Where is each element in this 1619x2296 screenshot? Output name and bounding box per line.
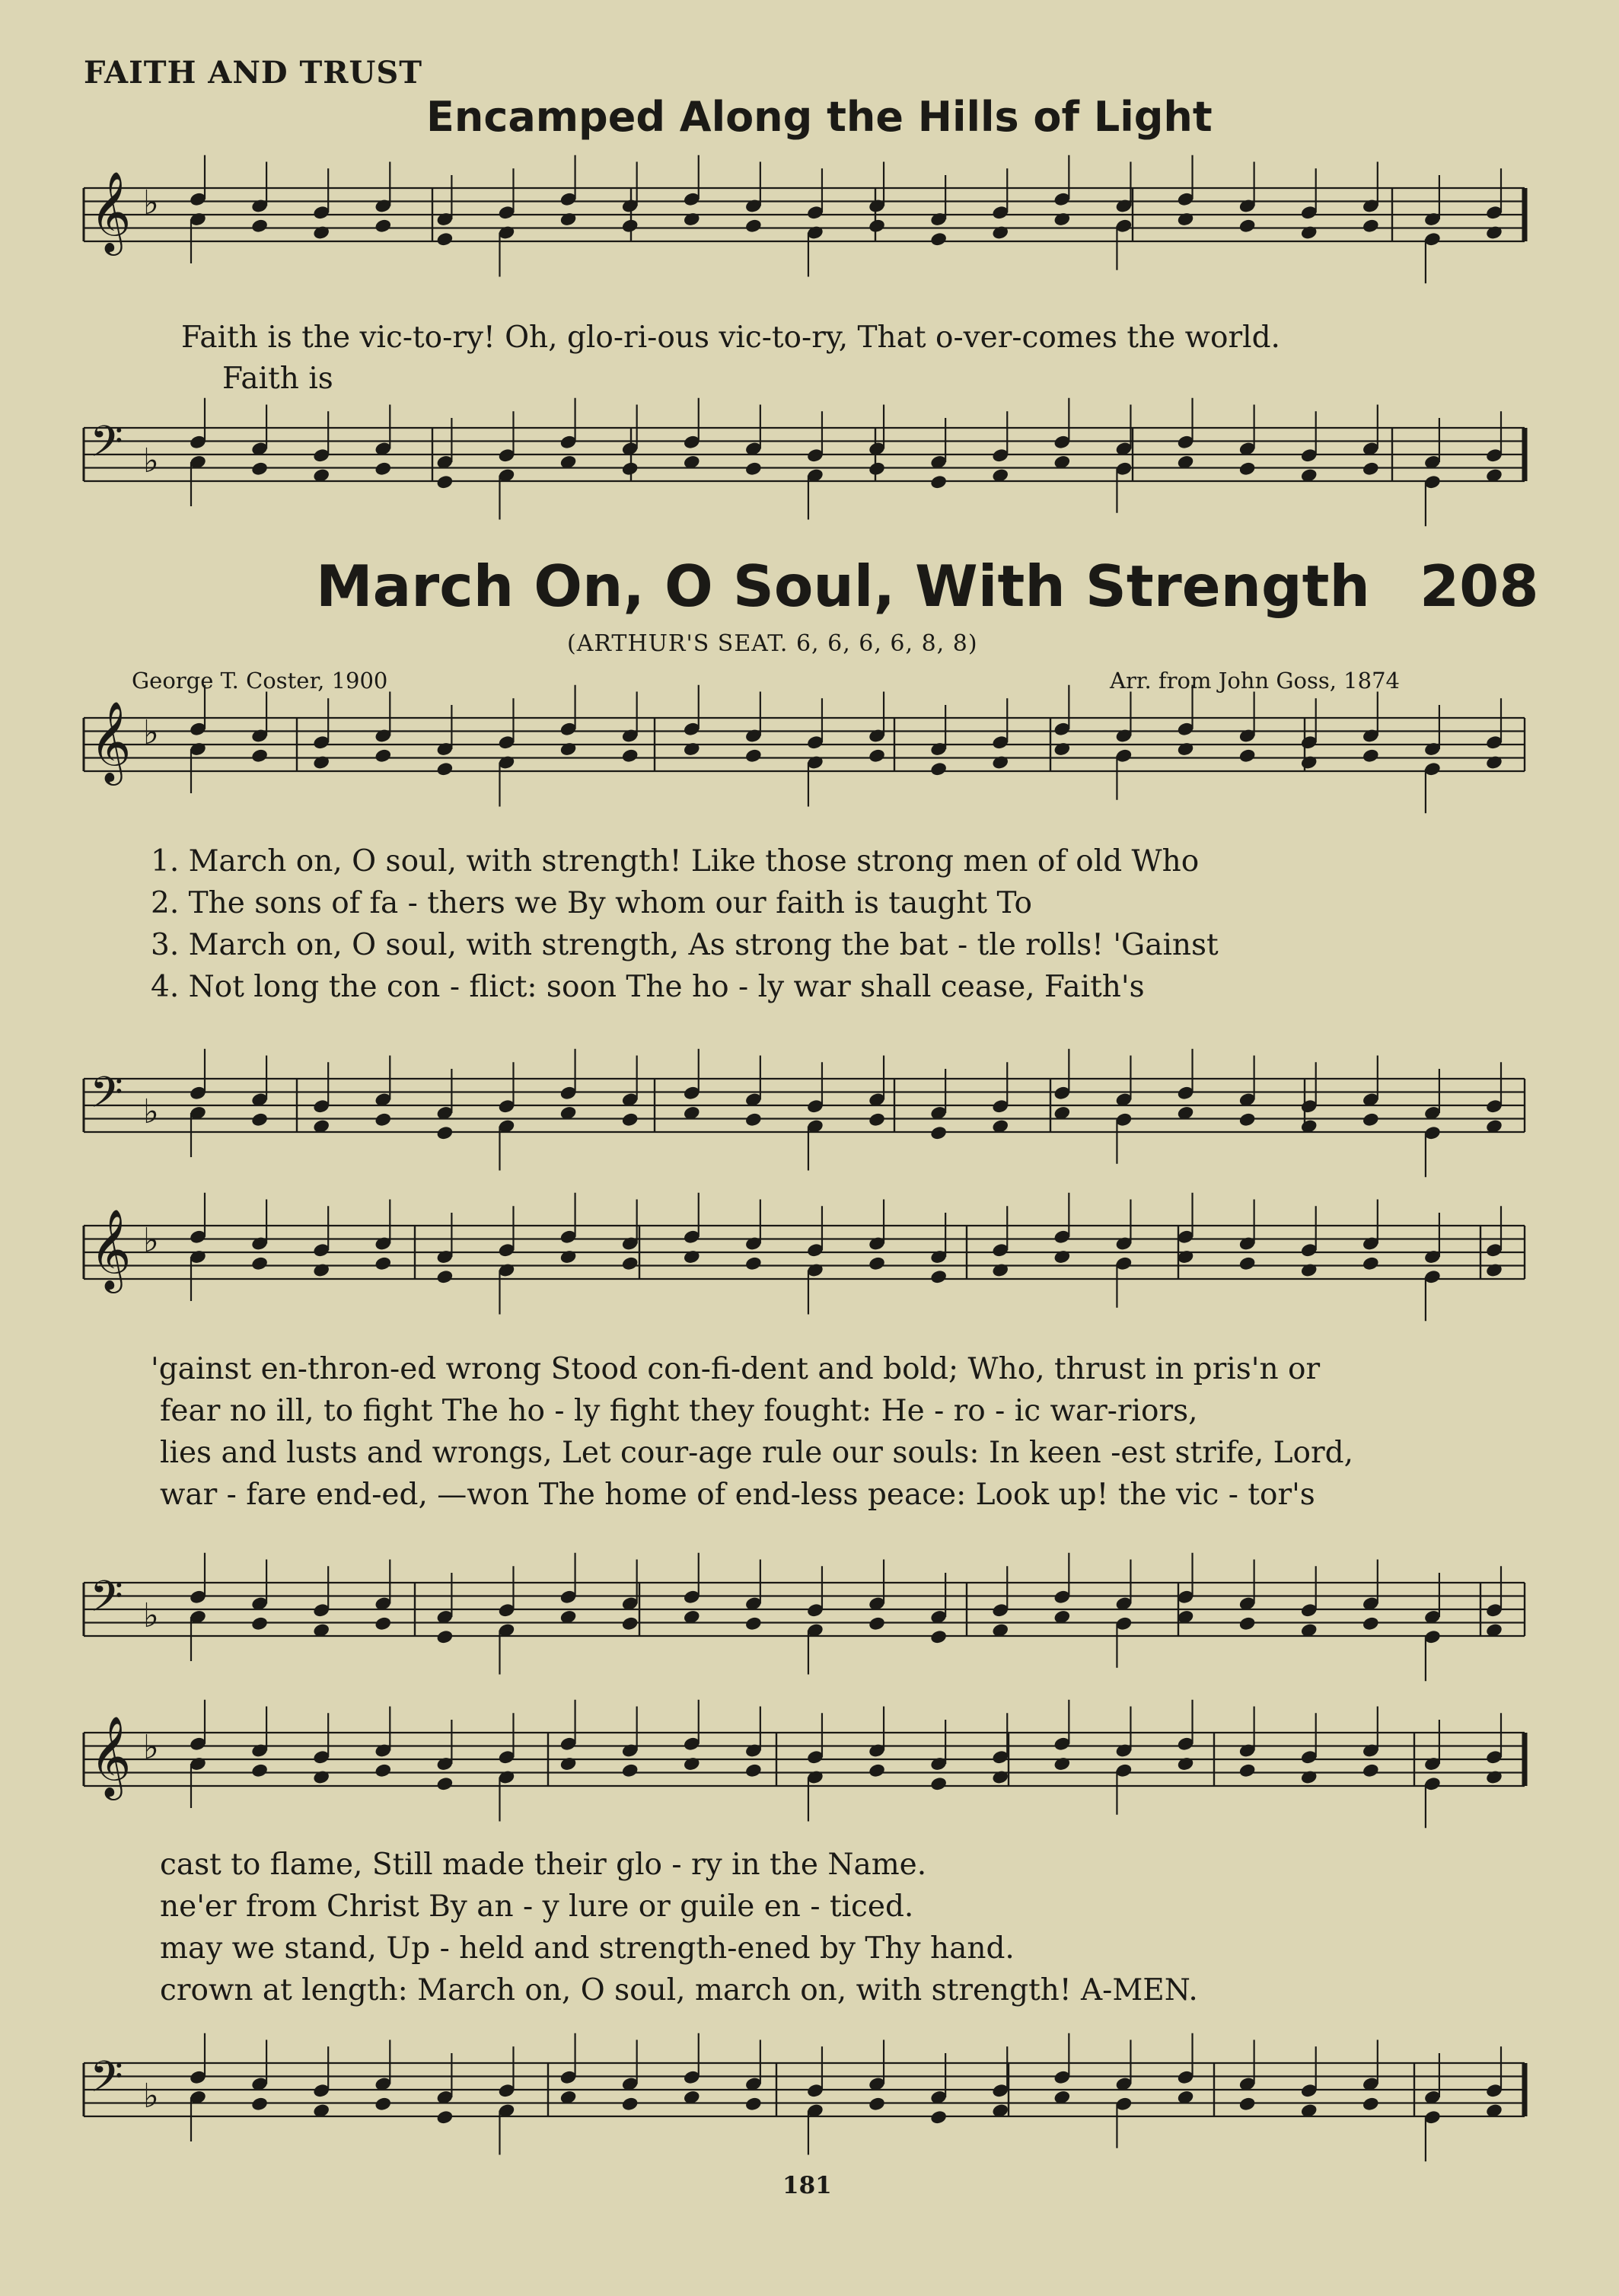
- svg-text:♭: ♭: [143, 2077, 159, 2116]
- svg-text:𝄢: 𝄢: [90, 1068, 123, 1128]
- svg-text:𝄢: 𝄢: [90, 2052, 123, 2113]
- verse-line: lies and lusts and wrongs, Let cour-age rule our souls: In keen -est strife, Lord,: [160, 1436, 1354, 1470]
- verse-line: 1. March on, O soul, with strength! Like those strong men of old Who: [151, 844, 1200, 879]
- svg-text:♭: ♭: [143, 442, 159, 480]
- verse-line: fear no ill, to fight The ho - ly fight they fought: He - ro - ic war-riors,: [160, 1394, 1198, 1428]
- previous-hymn-lyric: Faith is the vic-to-ry! Oh, glo-ri-ous vic-to-ry, That o-ver-comes the world.: [181, 320, 1280, 355]
- svg-text:𝄞: 𝄞: [90, 1715, 132, 1797]
- verse-line: 'gainst en-thron-ed wrong Stood con-fi-dent and bold; Who, thrust in pris'n or: [151, 1352, 1321, 1386]
- verse-line: may we stand, Up - held and strength-ened by Thy hand.: [160, 1931, 1015, 1966]
- verse-line: crown at length: March on, O soul, march on, with strength! A-MEN.: [160, 1973, 1198, 2007]
- tune-name: (ARTHUR'S SEAT. 6, 6, 6, 6, 8, 8): [567, 630, 978, 657]
- page-number: 181: [782, 2172, 832, 2199]
- verse-line: 3. March on, O soul, with strength, As strong the bat - tle rolls! 'Gainst: [151, 928, 1219, 962]
- svg-text:♭: ♭: [143, 1221, 159, 1260]
- svg-text:♭: ♭: [143, 183, 159, 222]
- svg-text:𝄞: 𝄞: [90, 700, 132, 782]
- svg-text:𝄞: 𝄞: [90, 171, 132, 252]
- verse-line: war - fare end-ed, —won The home of end-less peace: Look up! the vic - tor's: [160, 1478, 1315, 1512]
- svg-text:♭: ♭: [143, 713, 159, 752]
- svg-text:♭: ♭: [143, 1596, 159, 1635]
- previous-hymn-title: Encamped Along the Hills of Light: [426, 93, 1213, 141]
- verse-line: cast to flame, Still made their glo - ry in the Name.: [160, 1848, 927, 1882]
- svg-text:♭: ♭: [143, 1728, 159, 1767]
- hymn-title: March On, O Soul, With Strength: [316, 553, 1370, 620]
- clefs: [90, 171, 159, 2116]
- verse-line: 2. The sons of fa - thers we By whom our faith is taught To: [151, 886, 1032, 920]
- author-credit: George T. Coster, 1900: [132, 668, 388, 694]
- svg-text:♭: ♭: [143, 1092, 159, 1131]
- hymn-number: 208: [1420, 553, 1539, 620]
- previous-hymn-bass-lyric: Faith is: [222, 362, 333, 396]
- svg-text:𝄢: 𝄢: [90, 417, 123, 477]
- svg-text:𝄢: 𝄢: [90, 1572, 123, 1632]
- composer-credit: Arr. from John Goss, 1874: [1110, 668, 1400, 694]
- verse-line: ne'er from Christ By an - y lure or guile en - ticed.: [160, 1889, 914, 1924]
- section-heading: FAITH AND TRUST: [84, 55, 423, 91]
- verse-line: 4. Not long the con - flict: soon The ho - ly war shall cease, Faith's: [151, 970, 1145, 1004]
- svg-text:𝄞: 𝄞: [90, 1208, 132, 1290]
